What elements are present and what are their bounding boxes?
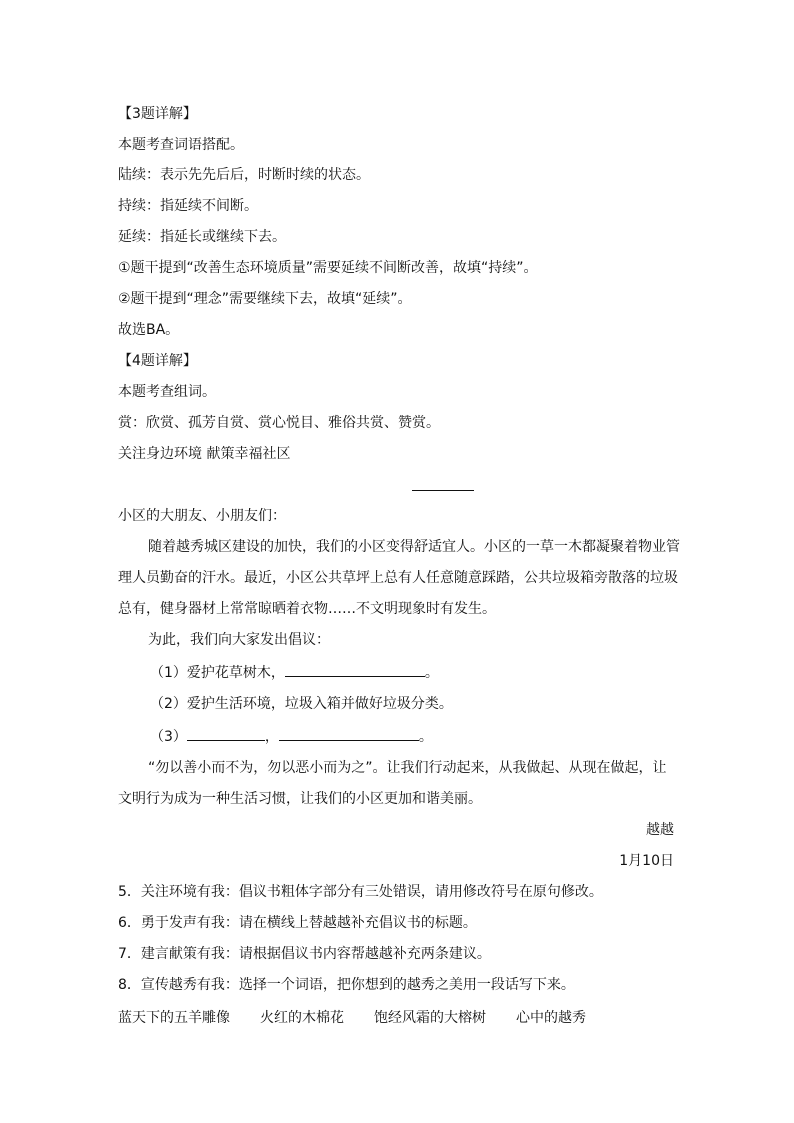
proposal-item3 (150, 726, 433, 747)
question-8: 8．宣传越秀有我：选择一个词语，把你想到的越秀之美用一段话写下来。 (118, 977, 575, 993)
title-blank[interactable] (412, 488, 474, 491)
option-3: 饱经风霜的大榕树 (374, 1010, 486, 1026)
proposal-para3-line2: 文明行为成为一种生活习惯，让我们的小区更加和谐美丽。 (118, 791, 482, 807)
question-7: 7．建言献策有我：请根据倡议书内容帮越越补充两条建议。 (118, 946, 491, 962)
q3-luxu: 陆续：表示先先后后，时断时续的状态。 (118, 167, 370, 183)
proposal-para3-line1: “勿以善小而不为，勿以恶小而为之”。让我们行动起来，从我做起、从现在做起，让 (148, 760, 667, 776)
proposal-para1-line2: 理人员勤奋的汗水。最近，小区公共草坪上总有人任意随意踩踏，公共垃圾箱旁散落的垃圾 (118, 570, 678, 586)
q3-point1: ①题干提到“改善生态环境质量”需要延续不间断改善，故填“持续”。 (118, 260, 538, 276)
proposal-para1-line1: 随着越秀城区建设的加快，我们的小区变得舒适宜人。小区的一草一木都凝聚着物业管 (148, 539, 680, 555)
q4-intro: 本题考查组词。 (118, 384, 216, 400)
q4-words: 赏：欣赏、孤芳自赏、赏心悦目、雅俗共赏、赞赏。 (118, 415, 440, 431)
proposal-para1-line3: 总有，健身器材上常常晾晒着衣物……不文明现象时有发生。 (118, 601, 496, 617)
q3-intro: 本题考查词语搭配。 (118, 137, 244, 153)
item3-mid: ， (264, 729, 279, 745)
proposal-item1 (150, 662, 439, 683)
item3-blank-2[interactable] (279, 726, 419, 741)
question-6: 6．勇于发声有我：请在横线上替越越补充倡议书的标题。 (118, 915, 477, 931)
proposal-date: 1月10日 (619, 853, 674, 869)
item1-prefix: （1）爱护花草树木， (150, 665, 285, 681)
item3-blank-1[interactable] (187, 726, 265, 741)
option-4: 心中的越秀 (516, 1010, 586, 1026)
option-2: 火红的木棉花 (260, 1010, 344, 1026)
proposal-greeting: 小区的大朋友、小朋友们： (118, 508, 286, 524)
q4-heading: 【4题详解】 (118, 353, 197, 369)
proposal-theme: 关注身边环境 献策幸福社区 (118, 446, 291, 462)
proposal-item2: （2）爱护生活环境，垃圾入箱并做好垃圾分类。 (150, 696, 453, 712)
item1-blank[interactable] (285, 662, 425, 677)
proposal-para2: 为此，我们向大家发出倡议： (148, 632, 330, 648)
option-1: 蓝天下的五羊雕像 (118, 1010, 230, 1026)
item3-suffix: 。 (418, 729, 433, 745)
question-5: 5．关注环境有我：倡议书粗体字部分有三处错误，请用修改符号在原句修改。 (118, 884, 603, 900)
proposal-signature: 越越 (646, 822, 674, 838)
option-list (118, 1008, 586, 1028)
q3-answer: 故选BA。 (118, 322, 180, 338)
item1-suffix: 。 (424, 665, 439, 681)
item3-prefix: （3） (150, 729, 187, 745)
q3-yanxu: 延续：指延长或继续下去。 (118, 229, 286, 245)
q3-heading: 【3题详解】 (118, 106, 197, 122)
q3-chixu: 持续：指延续不间断。 (118, 198, 258, 214)
q3-point2: ②题干提到“理念”需要继续下去，故填“延续”。 (118, 291, 412, 307)
